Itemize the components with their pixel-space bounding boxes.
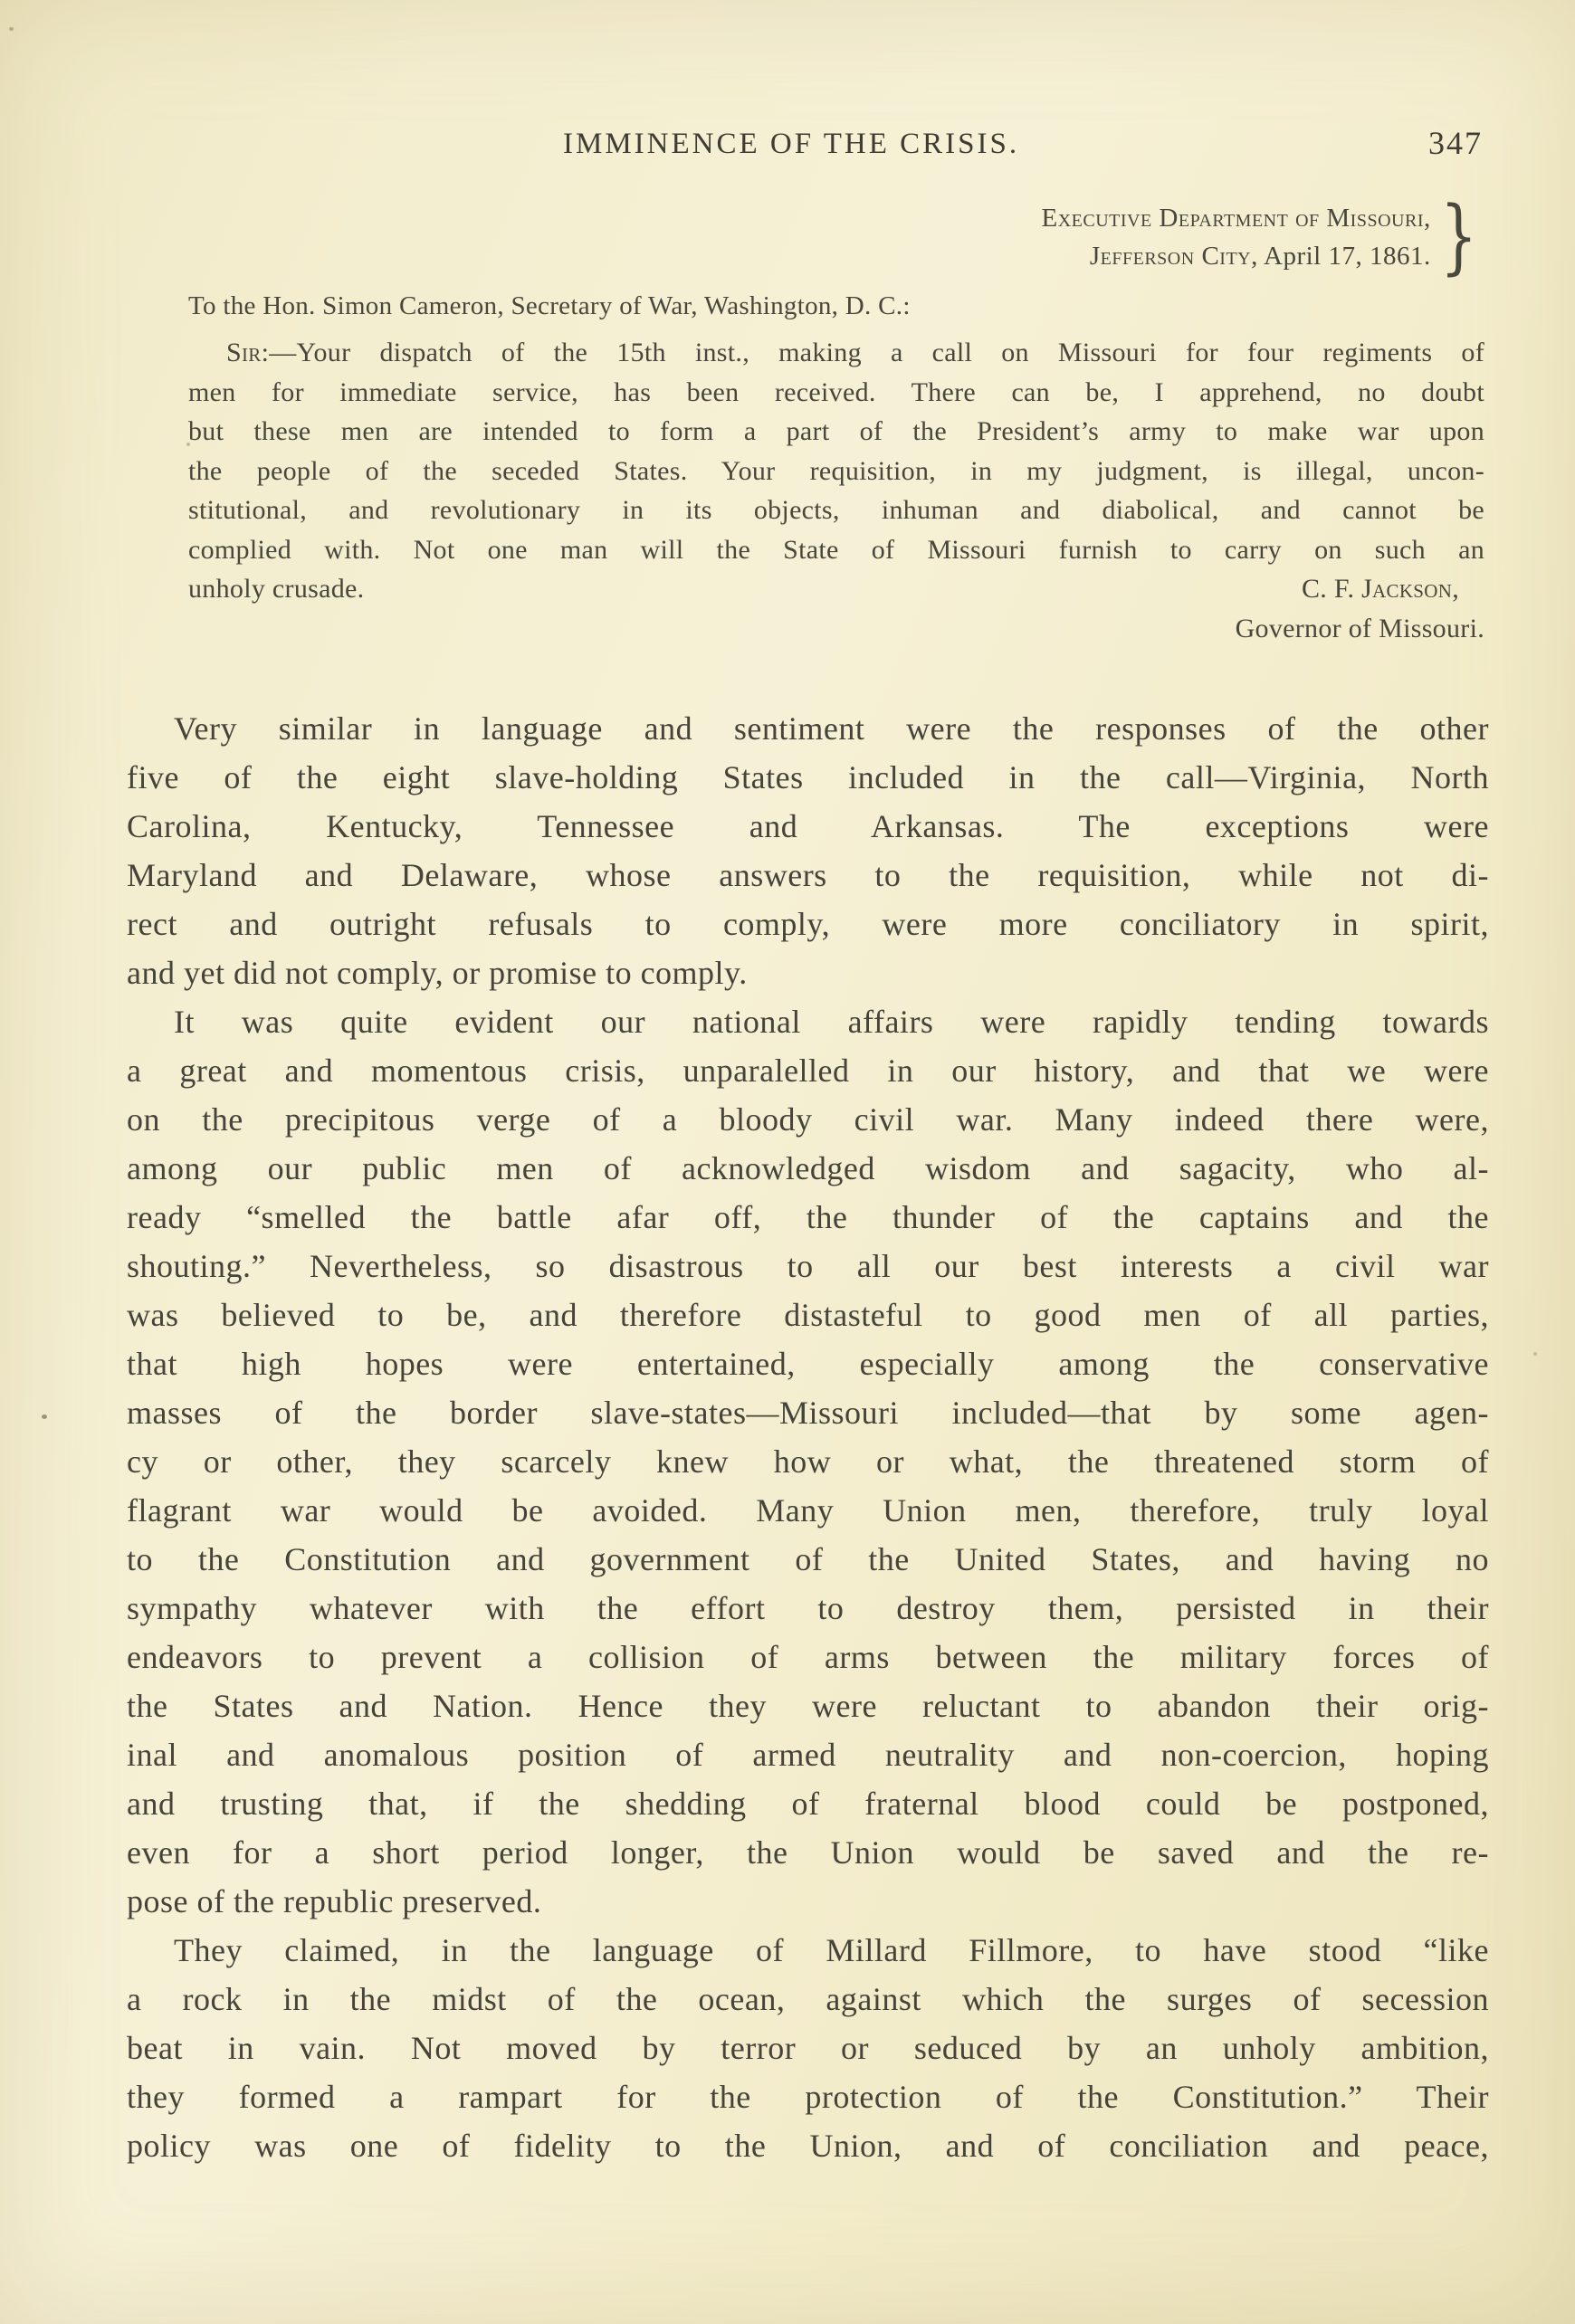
text-line: inal and anomalous position of armed neutrality and non-coercion, hoping (127, 1737, 1489, 1773)
text-line: They claimed, in the language of Millard Fillmore, to have stood “like (174, 1932, 1489, 1968)
text-line: even for a short period longer, the Union would be saved and the re- (127, 1834, 1489, 1871)
letter-salutation: Sir (226, 338, 262, 367)
text-line: Carolina, Kentucky, Tennessee and Arkansas. The exceptions were (127, 808, 1489, 844)
text-line: on the precipitous verge of a bloody civil war. Many indeed there were, (127, 1101, 1489, 1138)
dateline-date: April 17, 1861. (1257, 242, 1431, 271)
text-line: they formed a rampart for the protection of the Constitution.” Their (127, 2079, 1489, 2115)
page-number: 347 (1428, 125, 1483, 161)
letter-body-lines (188, 373, 1484, 570)
text-line: sympathy whatever with the effort to destroy them, persisted in their (127, 1590, 1489, 1626)
letter-last-words: unholy crusade. (188, 574, 365, 604)
paper-speck (42, 1414, 47, 1419)
text-line: that high hopes were entertained, especially among the conservative (127, 1346, 1489, 1382)
dateline-place-date (1041, 237, 1430, 275)
text-line: a great and momentous crisis, unparalelled in our history, and that we were (127, 1052, 1489, 1089)
text-line: policy was one of fidelity to the Union, and of conciliation and peace, (127, 2128, 1489, 2164)
text-line: Maryland and Delaware, whose answers to the requisition, while not di- (127, 857, 1489, 893)
letter-addressee: To the Hon. Simon Cameron, Secretary of War, Washington, D. C.: (188, 291, 911, 320)
text-line: beat in vain. Not moved by terror or seduced by an unholy ambition, (127, 2030, 1489, 2066)
signature-name: C. F. Jackson, (1301, 574, 1459, 604)
text-line: the States and Nation. Hence they were reluctant to abandon their orig- (127, 1688, 1489, 1724)
text-line: stitutional, and revolutionary in its objects, inhuman and diabolical, and cannot be (188, 495, 1484, 525)
text-line: five of the eight slave-holding States included in the call—Virginia, North (127, 759, 1489, 795)
dateline-place: Jefferson City, (1089, 242, 1258, 271)
paper-speck (186, 443, 190, 446)
dateline-department: Executive Department of Missouri, (1041, 204, 1431, 233)
paragraph-2 (127, 997, 1489, 1926)
text-line: the people of the seceded States. Your requisition, in my judgment, is illegal, uncon- (188, 455, 1484, 486)
text-line: rect and outright refusals to comply, were more conciliatory in spirit, (127, 906, 1489, 942)
text-line: pose of the republic preserved. (127, 1883, 542, 1919)
text-line: to the Constitution and government of the United States, and having no (127, 1541, 1489, 1577)
dateline-lines (1041, 199, 1430, 275)
signature-title: Governor of Missouri. (1235, 613, 1484, 643)
text-line: men for immediate service, has been received. There can be, I apprehend, no doubt (188, 376, 1484, 407)
dateline-brace: } (1439, 189, 1477, 284)
paper-speck (1533, 1352, 1537, 1356)
text-line: was believed to be, and therefore distasteful to good men of all parties, (127, 1297, 1489, 1333)
text-line: and yet did not comply, or promise to comply. (127, 955, 748, 991)
main-text (127, 704, 1489, 2170)
text-line: complied with. Not one man will the State of Missouri furnish to carry on such an (188, 534, 1484, 565)
text-line: flagrant war would be avoided. Many Union men, therefore, truly loyal (127, 1492, 1489, 1529)
paragraph-3 (127, 1926, 1489, 2170)
text-line: cy or other, they scarcely knew how or what, the threatened storm of (127, 1443, 1489, 1480)
letter-first-line (188, 333, 1484, 373)
text-line: but these men are intended to form a part of the President’s army to make war upon (188, 416, 1484, 446)
letter-body (188, 333, 1484, 648)
running-head: IMMINENCE OF THE CRISIS. (563, 128, 1020, 160)
text-line: masses of the border slave-states—Missouri included—that by some agen- (127, 1395, 1489, 1431)
text-line: shouting.” Nevertheless, so disastrous to all our best interests a civil war (127, 1248, 1489, 1284)
text-line: ready “smelled the battle afar off, the thunder of the captains and the (127, 1199, 1489, 1235)
text-line: among our public men of acknowledged wisdom and sagacity, who al- (127, 1150, 1489, 1186)
paper-speck (9, 27, 14, 31)
text-line: Very similar in language and sentiment were the responses of the other (174, 710, 1489, 747)
letter-first-line-text: :—Your dispatch of the 15th inst., making a call on Missouri for four regiments of (261, 338, 1484, 367)
text-line: It was quite evident our national affairs were rapidly tending towards (174, 1004, 1489, 1040)
text-line: a rock in the midst of the ocean, against which the surges of secession (127, 1981, 1489, 2017)
letter-closing-line (188, 569, 1484, 609)
paragraph-1 (127, 704, 1489, 997)
text-line: endeavors to prevent a collision of arms between the military forces of (127, 1639, 1489, 1675)
text-line: and trusting that, if the shedding of fraternal blood could be postponed, (127, 1786, 1489, 1822)
letter-dateline (1041, 189, 1484, 284)
